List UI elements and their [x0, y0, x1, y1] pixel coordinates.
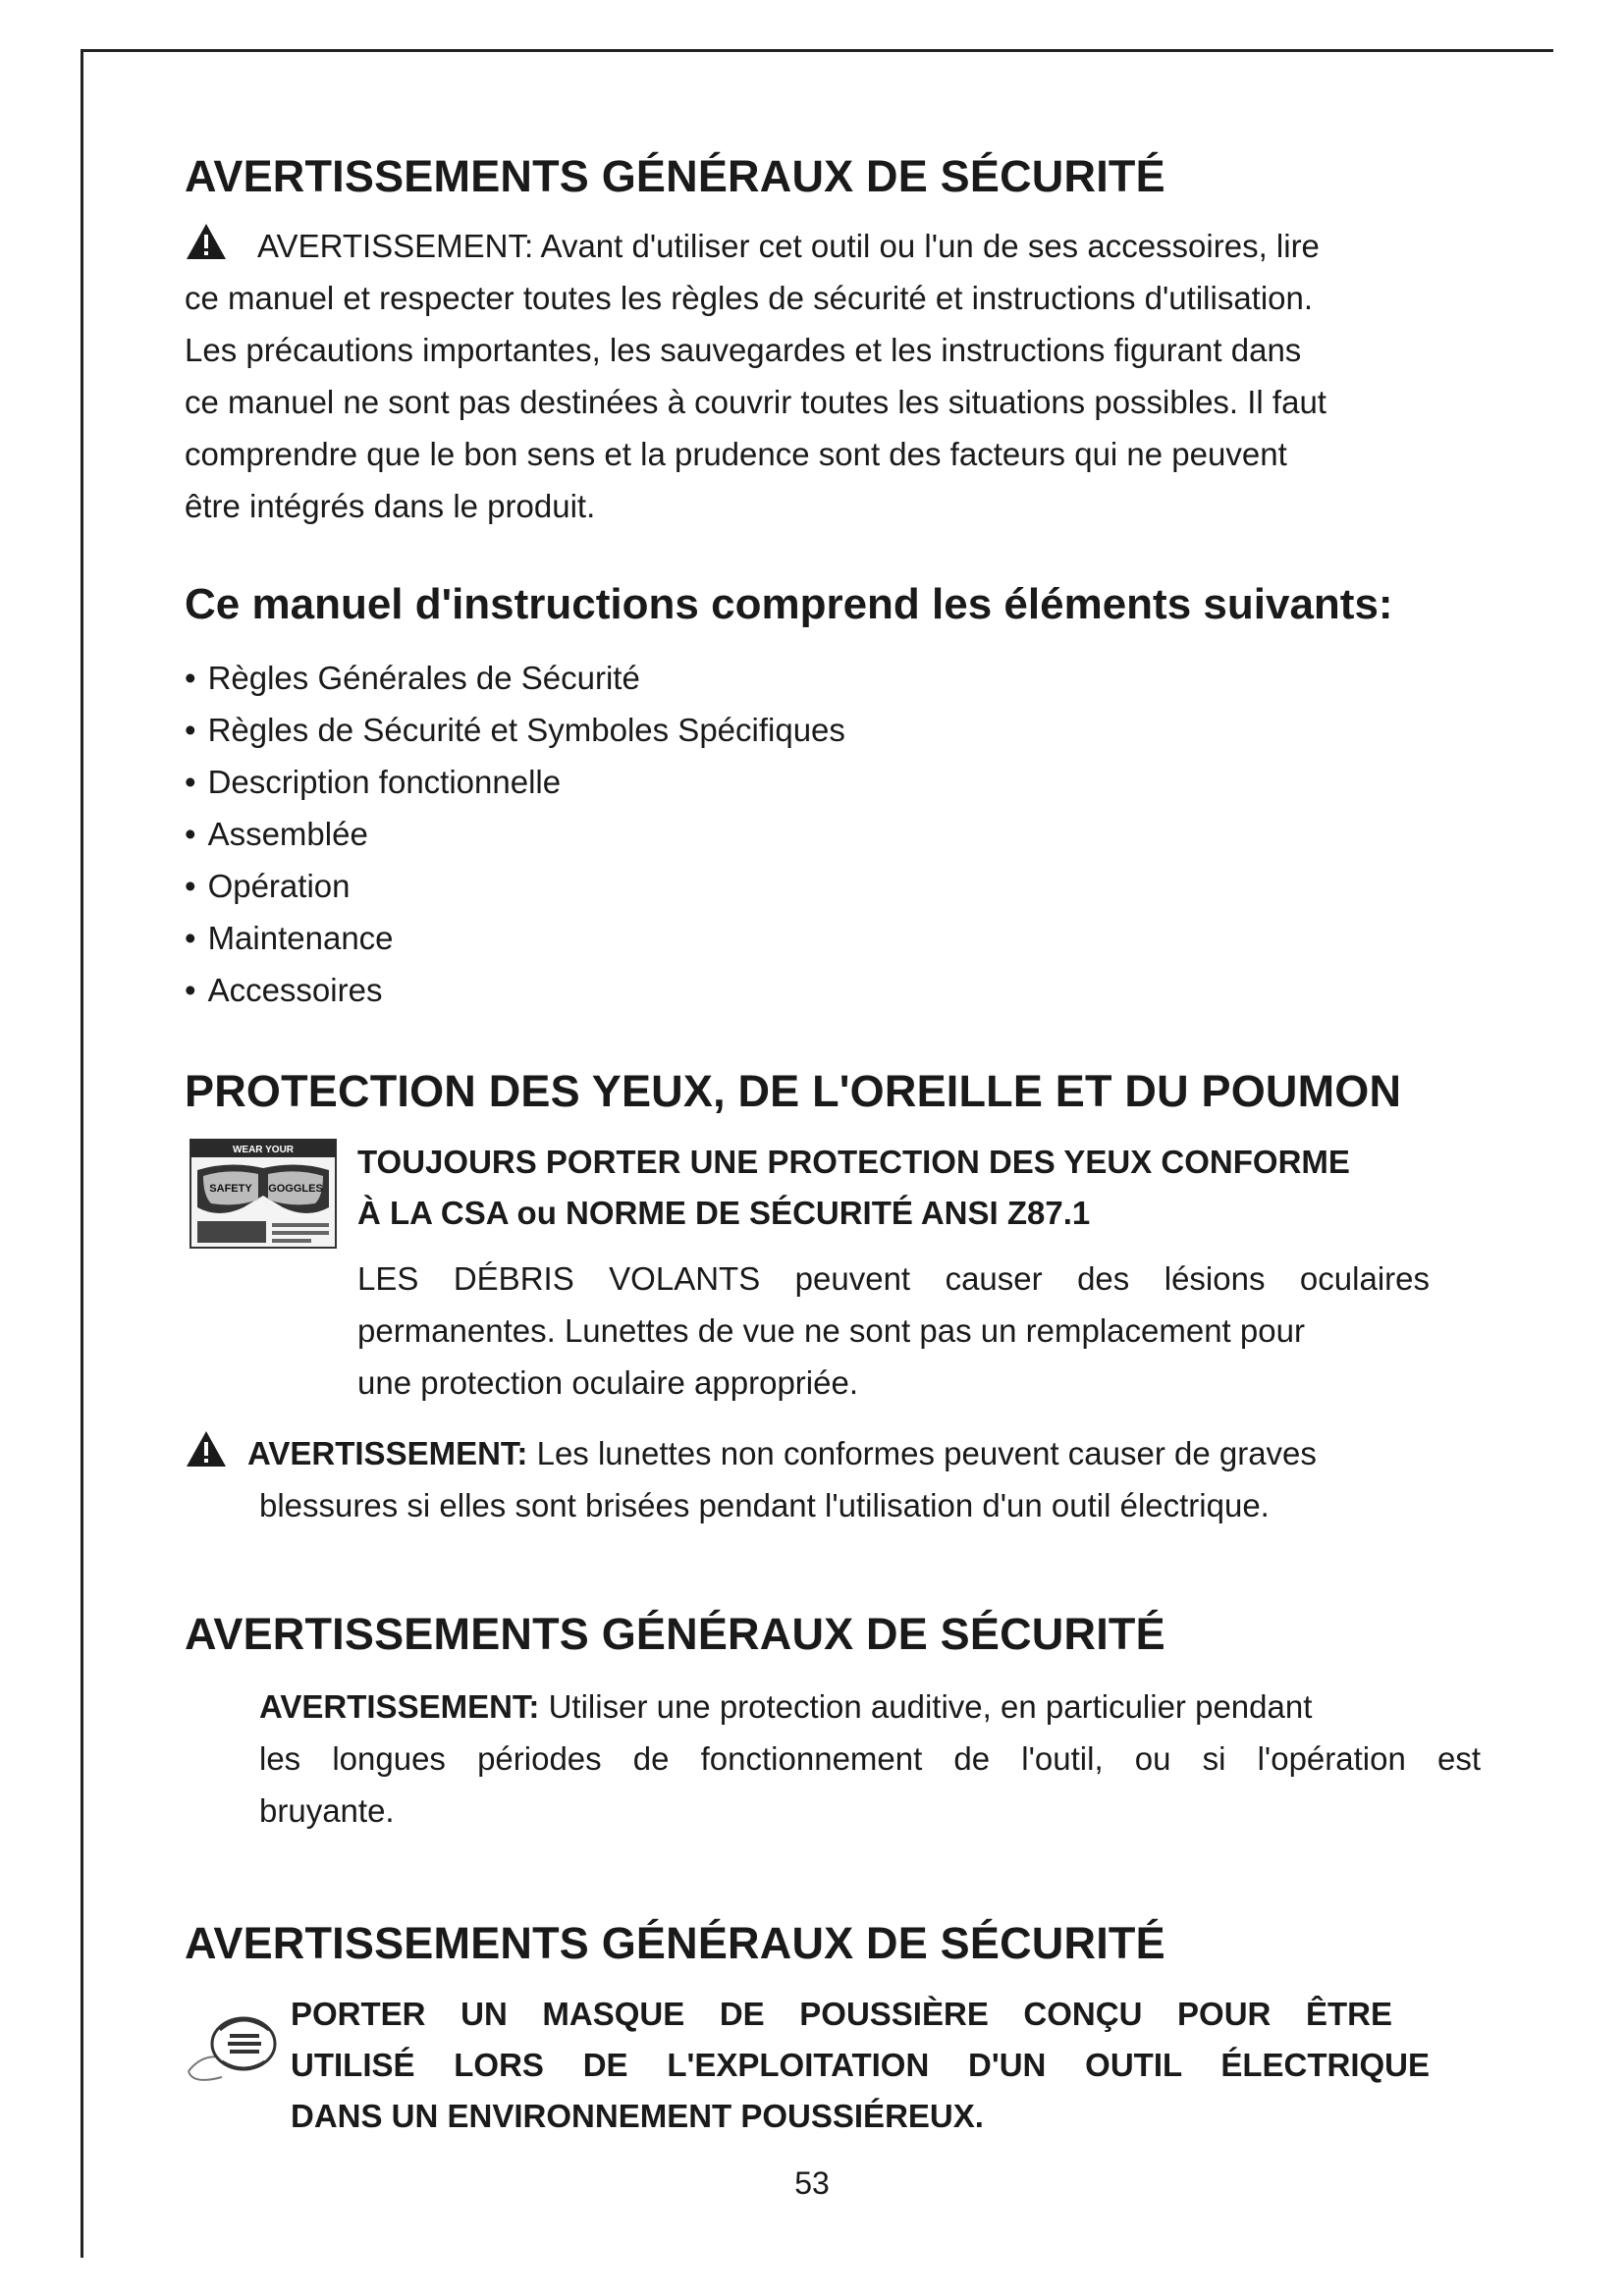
list-item: • Opération — [185, 860, 845, 912]
dust-mask-line: DANS UN ENVIRONNEMENT POUSSIÉREUX. — [291, 2098, 984, 2134]
contents-list — [185, 652, 845, 1016]
hearing-line: bruyante. — [259, 1792, 395, 1829]
dust-mask-line: PORTER UN MASQUE DE POUSSIÈRE CONÇU POUR ÊTRE — [291, 1996, 1392, 2032]
safety-goggles-icon — [189, 1139, 337, 1249]
warning-line: ce manuel ne sont pas destinées à couvrir toutes les situations possibles. Il faut — [185, 384, 1326, 420]
section-title-eye-ear-lung-protection: PROTECTION DES YEUX, DE L'OREILLE ET DU POUMON — [185, 1066, 1402, 1116]
goggles-warning-paragraph — [185, 1427, 1500, 1531]
warning-triangle-icon — [185, 222, 228, 261]
dust-mask-line: UTILISÉ LORS DE L'EXPLOITATION D'UN OUTIL ÉLECTRIQUE — [291, 2047, 1430, 2083]
section-title-general-safety: AVERTISSEMENTS GÉNÉRAUX DE SÉCURITÉ — [185, 151, 1165, 201]
debris-line: une protection oculaire appropriée. — [357, 1364, 859, 1401]
goggles-warning-line: blessures si elles sont brisées pendant l'utilisation d'un outil électrique. — [259, 1487, 1270, 1523]
section-title-hearing: AVERTISSEMENTS GÉNÉRAUX DE SÉCURITÉ — [185, 1609, 1165, 1659]
hearing-line: AVERTISSEMENT: Utiliser une protection auditive, en particulier pendant — [259, 1688, 1313, 1725]
warning-line: AVERTISSEMENT: Avant d'utiliser cet outil ou l'un de ses accessoires, lire — [185, 220, 1490, 272]
warning-line: comprendre que le bon sens et la prudence sont des facteurs qui ne peuvent — [185, 436, 1287, 472]
warning-line: Les précautions importantes, les sauvegardes et les instructions figurant dans — [185, 332, 1302, 368]
section-title-dust-mask: AVERTISSEMENTS GÉNÉRAUX DE SÉCURITÉ — [185, 1918, 1165, 1968]
flying-debris-paragraph — [357, 1253, 1430, 1409]
list-item: • Description fonctionnelle — [185, 756, 845, 808]
hearing-line: les longues périodes de fonctionnement de l'outil, ou si l'opération est — [259, 1740, 1481, 1777]
page-border-left — [81, 49, 83, 2258]
debris-line: LES DÉBRIS VOLANTS peuvent causer des lésions oculaires — [357, 1260, 1430, 1297]
list-item: • Accessoires — [185, 964, 845, 1016]
list-item: • Règles de Sécurité et Symboles Spécifiques — [185, 704, 845, 756]
goggles-icon-caption: WEAR YOUR — [232, 1145, 295, 1155]
dust-mask-icon — [183, 2002, 291, 2091]
warning-triangle-icon — [185, 1429, 228, 1468]
goggles-warning-line: AVERTISSEMENT: Les lunettes non conformes peuvent causer de graves — [185, 1427, 1500, 1479]
eye-protection-line: À LA CSA ou NORME DE SÉCURITÉ ANSI Z87.1 — [357, 1195, 1091, 1231]
eye-protection-heading — [357, 1137, 1350, 1239]
page-border-top — [81, 49, 1553, 52]
warning-line: ce manuel et respecter toutes les règles de sécurité et instructions d'utilisation. — [185, 280, 1314, 316]
eye-protection-line: TOUJOURS PORTER UNE PROTECTION DES YEUX CONFORME — [357, 1144, 1350, 1180]
section-title-manual-contents: Ce manuel d'instructions comprend les éléments suivants: — [185, 580, 1393, 628]
warning-line: être intégrés dans le produit. — [185, 488, 596, 524]
list-item: • Règles Générales de Sécurité — [185, 652, 845, 704]
hearing-warning-paragraph — [259, 1681, 1481, 1837]
list-item: • Maintenance — [185, 912, 845, 964]
debris-line: permanentes. Lunettes de vue ne sont pas un remplacement pour — [357, 1312, 1305, 1349]
goggles-icon-caption: SAFETY — [209, 1183, 252, 1195]
dust-mask-warning — [291, 1989, 1430, 2142]
list-item: • Assemblée — [185, 808, 845, 860]
general-warning-paragraph — [185, 220, 1490, 532]
page-number: 53 — [794, 2165, 830, 2201]
goggles-icon-caption: GOGGLES — [268, 1183, 323, 1195]
